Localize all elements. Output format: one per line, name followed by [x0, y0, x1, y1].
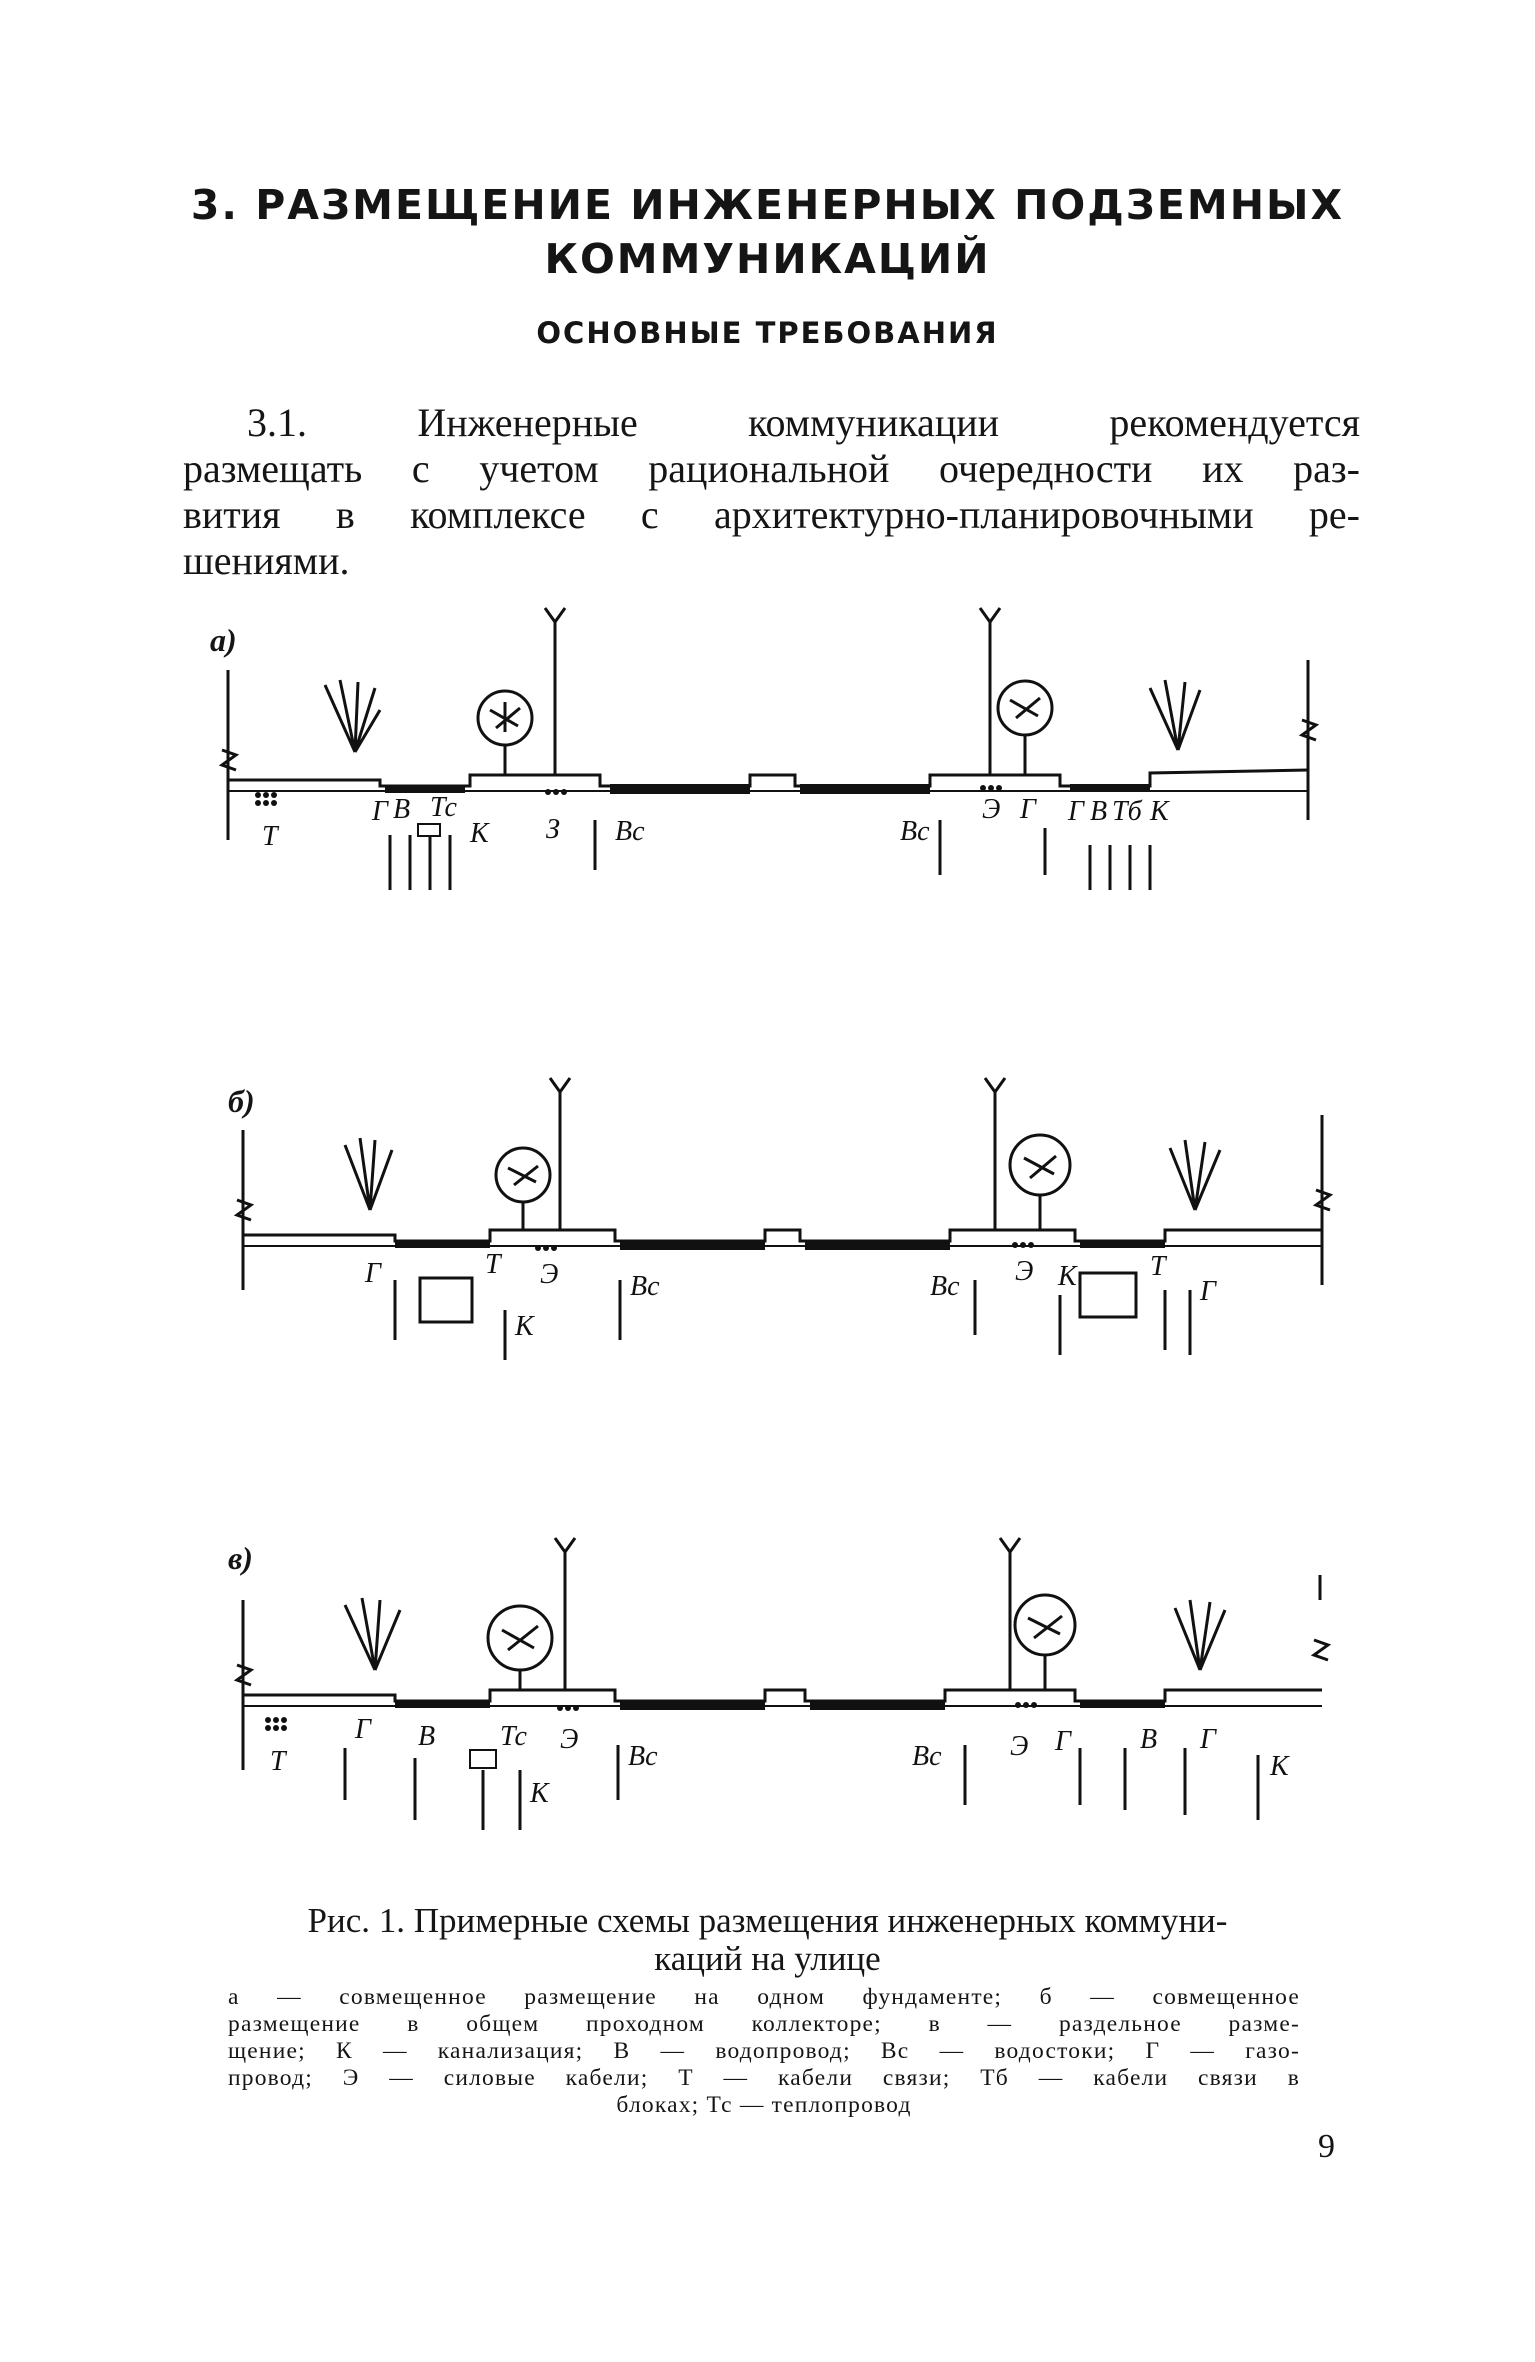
- caption-line: провод; Э — силовые кабели; Т — кабели связи; Тб — кабели связи в: [228, 2065, 1300, 2091]
- label-E: Э: [560, 1724, 579, 1755]
- label-Tc: Тс: [500, 1721, 527, 1752]
- label-K: К: [515, 1311, 534, 1342]
- label-Vc-right: Вс: [912, 1741, 942, 1772]
- subsection-title: ОСНОВНЫЕ ТРЕБОВАНИЯ: [536, 316, 999, 350]
- label-Tb: Тб: [1112, 796, 1142, 827]
- label-V: В: [393, 794, 411, 825]
- label-Vc: Вс: [630, 1271, 660, 1302]
- section-title-line1: 3. РАЗМЕЩЕНИЕ ИНЖЕНЕРНЫХ ПОДЗЕМНЫХ: [190, 181, 1345, 229]
- label-E: Э: [982, 794, 1001, 825]
- label-K: К: [530, 1778, 549, 1809]
- label-G-far: Г: [1200, 1724, 1216, 1755]
- panel-v-label: в): [228, 1540, 253, 1576]
- label-G: Г: [372, 796, 388, 827]
- figure-caption-legend: [228, 1984, 1300, 2119]
- label-T: Т: [262, 821, 278, 852]
- label-G-right: Г: [1055, 1726, 1071, 1757]
- label-E-right: Э: [1015, 1256, 1034, 1287]
- label-T: Т: [270, 1746, 286, 1777]
- paragraph-line: размещать с учетом рациональной очередности их раз-: [183, 446, 1360, 491]
- paragraph-line: шениями.: [183, 538, 350, 583]
- label-G-block: Г: [1068, 796, 1084, 827]
- paragraph-3-1: [183, 400, 1360, 584]
- label-V-right: В: [1140, 1724, 1158, 1755]
- caption-line: блоках; Тс — теплопровод: [616, 2092, 912, 2118]
- label-Vc-right: Вс: [930, 1271, 960, 1302]
- label-K-right: К: [1058, 1261, 1077, 1292]
- panel-b-label: б): [228, 1083, 255, 1119]
- panel-a-diagram: [0, 590, 1535, 930]
- label-T-right: Т: [1150, 1251, 1166, 1282]
- label-Vc: Вс: [615, 816, 645, 847]
- caption-title-line: каций на улице: [654, 1939, 881, 1978]
- label-E: Э: [540, 1259, 559, 1290]
- caption-line: щение; К — канализация; В — водопровод; Вс — водостоки; Г — газо-: [228, 2038, 1300, 2064]
- label-V-block: В: [1090, 796, 1108, 827]
- label-G-right: Г: [1200, 1276, 1216, 1307]
- label-K-right: К: [1270, 1751, 1289, 1782]
- label-T: Т: [485, 1249, 501, 1280]
- label-V: В: [418, 1721, 436, 1752]
- label-E-right: Э: [1010, 1731, 1029, 1762]
- label-K: К: [470, 818, 489, 849]
- section-title-line2: КОММУНИКАЦИЙ: [544, 235, 991, 283]
- panel-b-diagram: [0, 1070, 1535, 1390]
- caption-line: размещение в общем проходном коллекторе; в — раздельное разме-: [228, 2011, 1300, 2037]
- paragraph-line: 3.1. Инженерные коммуникации рекомендуется: [247, 400, 1360, 445]
- label-Tc: Тс: [430, 792, 457, 823]
- label-G: Г: [365, 1258, 381, 1289]
- caption-line: а — совмещенное размещение на одном фундаменте; б — совмещенное: [228, 1984, 1300, 2010]
- caption-title-line: Рис. 1. Примерные схемы размещения инженерных коммуни-: [307, 1901, 1228, 1940]
- label-G: Г: [355, 1714, 371, 1745]
- page-number: 9: [1318, 2128, 1335, 2165]
- label-Vc: Вс: [628, 1741, 658, 1772]
- label-Z: З: [546, 814, 560, 845]
- panel-a-label: а): [210, 622, 237, 658]
- label-G-right: Г: [1020, 794, 1036, 825]
- label-K-right: К: [1150, 796, 1169, 827]
- figure-caption-title: [230, 1902, 1305, 1978]
- panel-v-diagram: [0, 1530, 1535, 1850]
- paragraph-line: вития в комплексе с архитектурно-планировочными ре-: [183, 492, 1360, 537]
- label-Vc-right: Вс: [900, 816, 930, 847]
